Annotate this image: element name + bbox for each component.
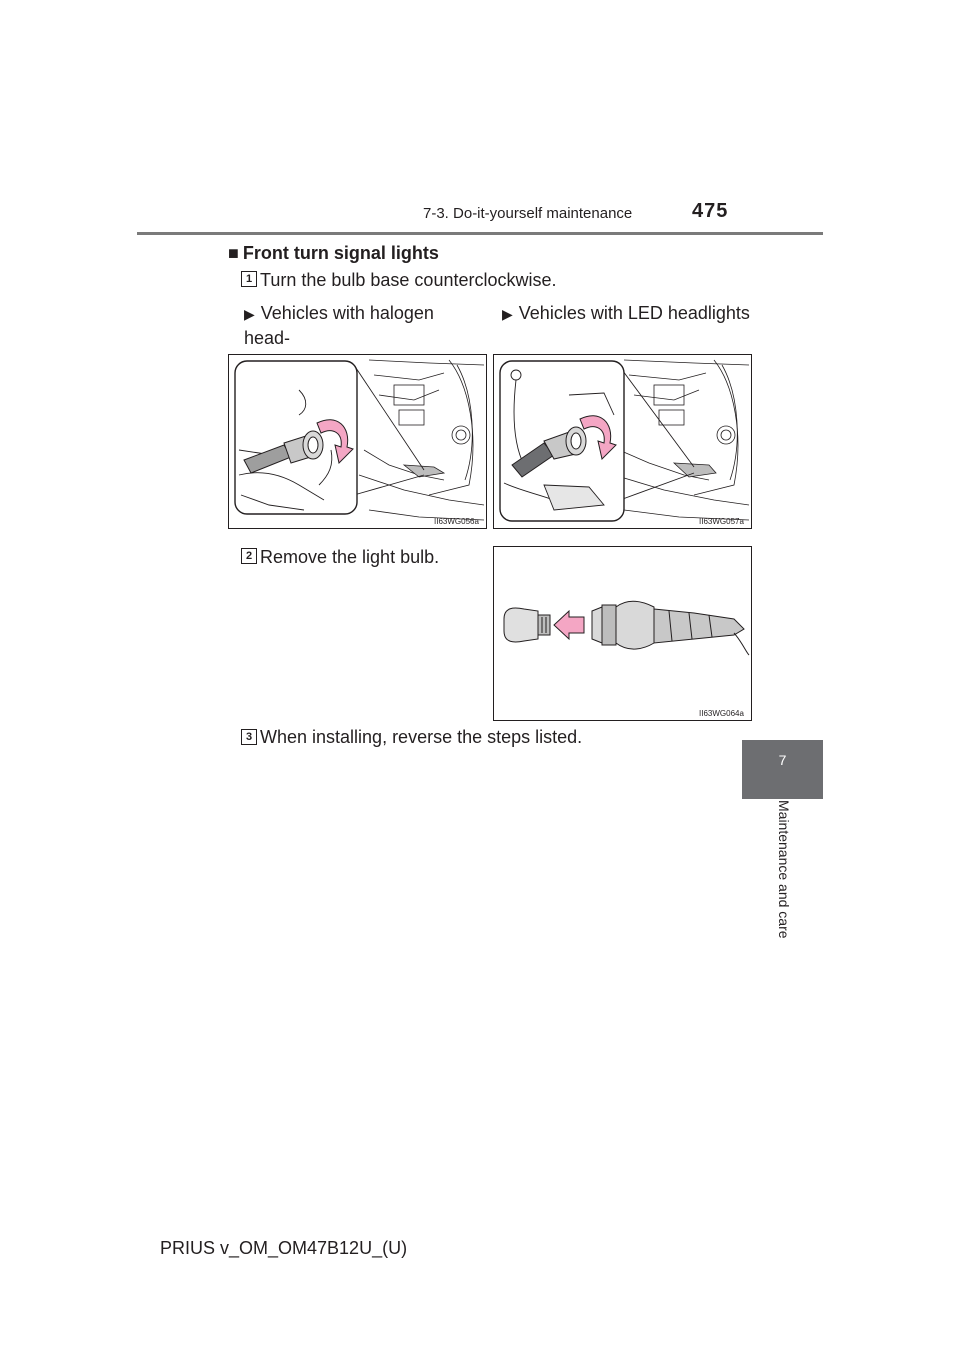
figure-led: [493, 354, 752, 529]
header-section-title: 7-3. Do-it-yourself maintenance: [423, 205, 633, 222]
chapter-number: 7: [778, 752, 787, 768]
page-number: 475: [692, 200, 729, 222]
figure-code-bulb: II63WG064a: [699, 709, 744, 718]
variant-label-halogen-line1: Vehicles with halogen head-: [244, 303, 434, 348]
bulb-removal-illustration: [494, 547, 751, 720]
figure-code-led: II63WG057a: [699, 517, 744, 526]
variant-label-led-line1: Vehicles with LED headlights: [518, 303, 750, 323]
led-illustration: [494, 355, 751, 528]
figure-halogen: [228, 354, 487, 529]
step-number-1: 1: [241, 271, 257, 287]
figure-bulb-removal: [493, 546, 752, 721]
section-title-text: Front turn signal lights: [242, 243, 439, 263]
section-title: [228, 243, 439, 264]
triangle-bullet-icon: ▶: [244, 306, 255, 322]
step-number-2: 2: [241, 548, 257, 564]
step-text-1: Turn the bulb base counterclockwise.: [260, 270, 557, 290]
footer-doc-id: PRIUS v_OM_OM47B12U_(U): [160, 1238, 408, 1258]
figure-code-halogen: II63WG056a: [434, 517, 479, 526]
halogen-illustration: [229, 355, 486, 528]
step-text-3: When installing, reverse the steps listed.: [260, 727, 583, 747]
chapter-tab: [742, 740, 823, 799]
header-divider: [137, 232, 823, 235]
chapter-label: Maintenance and care: [776, 800, 792, 939]
section-marker: ■: [228, 243, 239, 263]
variant-label-led: [502, 301, 762, 326]
step-number-3: 3: [241, 729, 257, 745]
step-text-2: Remove the light bulb.: [260, 547, 440, 567]
triangle-bullet-icon: ▶: [502, 306, 513, 322]
